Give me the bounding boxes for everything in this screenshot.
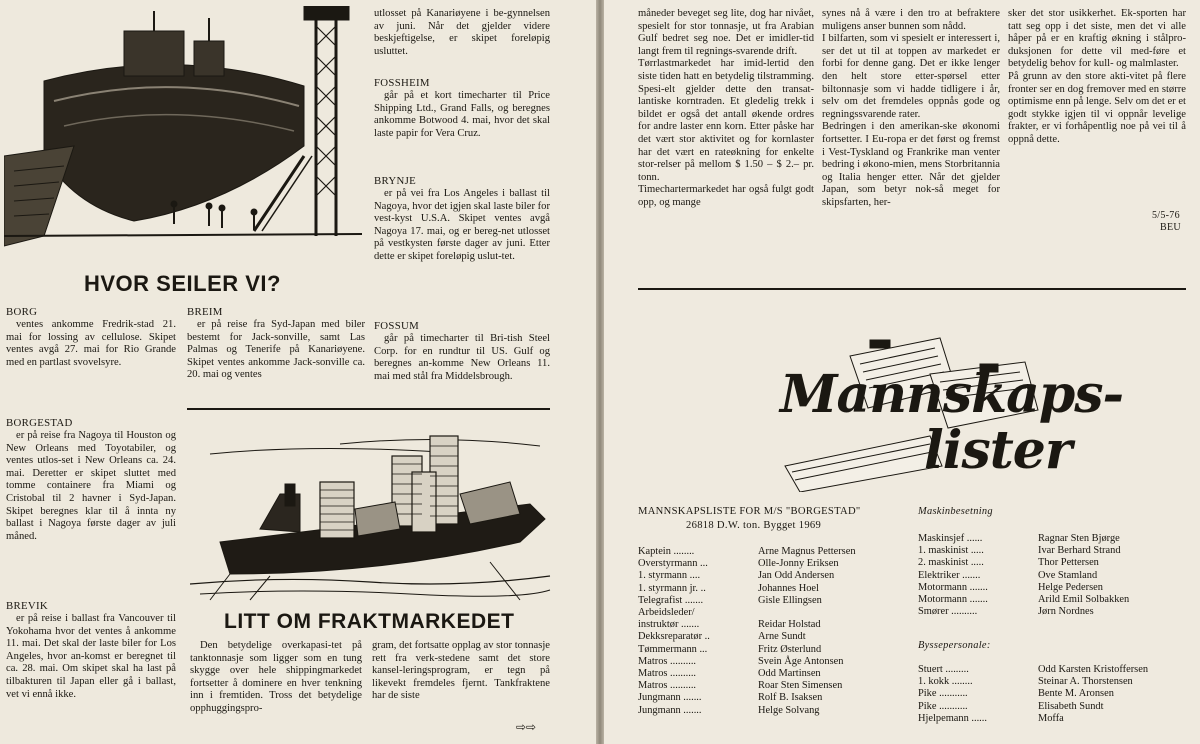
crew-row: Stuert ......... Odd Karsten Kristoffersen <box>918 664 1149 675</box>
crew-row: Motormann ....... Arild Emil Solbakken <box>918 594 1130 606</box>
deck-crew-list <box>638 546 898 717</box>
section-rule-right <box>638 288 1186 290</box>
shipyard-illustration <box>4 6 362 248</box>
continue-arrows-icon: ⇨⇨ <box>516 720 537 734</box>
ship-text-borg: ventes ankomme Fredrik-stad 21. mai for lossing av cellulose. Skipet ventes avgå 27. mai for Rio Grande med en partlast svovelsyre. <box>6 319 176 368</box>
crew-row: Matros .......... Svein Åge Antonsen <box>638 655 844 667</box>
page-gutter <box>596 0 604 744</box>
engine-crew-list <box>918 533 1188 618</box>
crew-row: Motormann ....... Helge Pedersen <box>918 581 1103 593</box>
crew-row: Pike ........... Elisabeth Sundt <box>918 700 1104 712</box>
ship-head-brynje: BRYNJE <box>374 175 416 187</box>
ship-text-breim: er på reise fra Syd-Japan med biler bestemt for Jack-sonville, samt Las Palmas og Tenerife på Kanariøyene. Skipet ventes ankomme Jack-sonville ca. 20. mai og ventes <box>187 319 365 381</box>
cargo-ship-illustration <box>190 424 552 602</box>
ship-text-borgestad: er på reise fra Nagoya til Houston og New Orleans med Toyotabiler, og ventes utlos-set i New Orleans ca. 24. mai. Deretter er skipet sluttet med tomme containere fra Miami og Cristobal til 2 havner i Syd-Japan. Skipet beregnes klar til å innta ny ballast i Nagoya første dager av juli måned. <box>6 430 176 542</box>
article-signature: BEU <box>1160 222 1181 233</box>
crew-row: Jungmann ....... Helge Solvang <box>638 704 820 716</box>
right-page <box>604 0 1200 744</box>
crew-row: Kaptein ........ Arne Magnus Pettersen <box>638 546 856 557</box>
crew-row: Elektriker ....... Ove Stamland <box>918 569 1098 581</box>
crew-row: Smører .......... Jørn Nordnes <box>918 606 1094 618</box>
ship-head-borg: BORG <box>6 306 38 318</box>
ship-head-brevik: BREVIK <box>6 600 48 612</box>
market-col3: sker det stor usikkerhet. Ek-sporten har tatt seg opp i det siste, men det vi alle håper på er en kraftig økning i stålpro-duksjonen for dette vil med-føre et betydelig behov for kull- og malmlaster. På grunn av den store akti-vitet på flere fronter ser en dog fremover med en større optimisme enn på lenge. Selv om det er et godt stykke igjen til vi oppnår levelige frakter, er vi forhåpentlig noe på vei til å oppnå dette. <box>1008 8 1186 145</box>
crew-row: Jungmann ....... Rolf B. Isaksen <box>638 692 823 704</box>
crew-row: 1. kokk ........ Steinar A. Thorstensen <box>918 676 1133 688</box>
market-col1: måneder beveget seg lite, dog har nivået, spesielt for stor tonnasje, ut fra Arabian Gulf bedret seg noe. Det er imidler-tid langt frem til regnings-svarende drift. Tørrlastmarkedet har imid-lertid den siste tiden hatt en betydelig tilstramming. Spesi-elt gjelder dette den transat-lantiske korntraden. Et gledelig trekk i bildet er også det antall økende ordres for andre laster enn korn. Etter påske har det vært stor aktivitet og for kornlaster har det vært en rateøkning for enkelte stor-relser på mellom $ 1.50 – $ 2.– pr. tonn. Timechartermarkedet har også fulgt godt opp, og mange <box>638 8 814 208</box>
galley-crew-list <box>918 664 1188 725</box>
hvor-seiler-title: HVOR SEILER VI? <box>84 271 281 296</box>
crew-row: 1. styrmann jr. .. Johannes Hoel <box>638 582 819 594</box>
crew-row: Arbeidsleder/ <box>638 607 695 619</box>
crew-row: instruktør ....... Reidar Holstad <box>638 619 821 631</box>
ship-text-fossheim: går på et kort timecharter til Price Shipping Ltd., Grand Falls, og beregnes ankomme Botwood 4. mai, hvor det skal laste papir for Vera Cruz. <box>374 90 550 139</box>
roster-title: MANNSKAPSLISTE FOR M/S "BORGESTAD" <box>638 506 861 517</box>
ship-text-fossum: går på timecharter til Bri-tish Steel Corp. for en rundtur til US. Gulf og beregnes an-komme New Orleans 11. mai med stål fra Middelsbrough. <box>374 333 550 382</box>
roster-subtitle: 26818 D.W. ton. Bygget 1969 <box>686 520 822 531</box>
crew-row: Pike ........... Bente M. Aronsen <box>918 688 1114 700</box>
crew-row: Matros .......... Odd Martinsen <box>638 668 821 680</box>
article-date: 5/5-76 <box>1152 210 1180 221</box>
left-page <box>0 0 596 744</box>
crew-row: 2. maskinist ..... Thor Pettersen <box>918 557 1099 569</box>
crew-row: Tømmermann ... Fritz Østerlund <box>638 643 822 655</box>
ship-head-borgestad: BORGESTAD <box>6 417 73 429</box>
ship-text-breim-cont: utlosset på Kanariøyene i be-gynnelsen av juni. Når det gjelder videre beskjeftigelse, er skipet foreløpig usluttet. <box>374 8 550 57</box>
bysse-label: Byssepersonale: <box>918 640 991 651</box>
mannskaps-title-line2: lister <box>924 420 1072 481</box>
crew-row: Hjelpemann ...... Moffa <box>918 712 1064 724</box>
ship-text-brevik: er på reise i ballast fra Vancouver til Yokohama hvor det ventes å ankomme 11. mai. Det skal der laste biler for Los Angeles, hvor an-komst er beregnet til ca. 28. mai. Om skipet skal ha last på tilbakturen til Japan eller gå i ballast, vet vi ennå ikke. <box>6 613 176 700</box>
mannskaps-title-line1: Mannskaps- <box>780 364 1124 425</box>
market-col2: synes nå å være i den tro at befraktere muligens anser bunnen som nådd. I bilfarten, som vi spesielt er interessert i, ser det ut til at toppen av markedet er forbi for denne gang. Det er ikke lenger den helt store etter-spørsel etter biltonnasje som vi hadde tidligere i år, selv om det fremdeles oppnås gode og regningssvarende rater. Bedringen i den amerikan-ske økonomi fortsetter. I Eu-ropa er det først og fremst i Vest-Tyskland og Frankrike man venter bedring i økono-mien, mens Storbritannia og Italia henger etter. Når det gjelder Japan, som betyr nok-så meget for skipsfarten, her- <box>822 8 1000 208</box>
litt-om-title: LITT OM FRAKTMARKEDET <box>224 610 515 633</box>
section-rule <box>187 408 550 410</box>
frakt-col1: Den betydelige overkapasi-tet på tanktonnasje som ligger som en tung skygge over hele shippingmarkedet fortsetter å dominere en hver tenkning inn i fremtiden. Tross det betydelige opphuggingspro- <box>190 640 362 714</box>
crew-row: 1. maskinist ..... Ivar Berhard Strand <box>918 545 1121 557</box>
crew-row: Overstyrmann ... Olle-Jonny Eriksen <box>638 558 839 570</box>
crew-row: Dekksreparatør .. Arne Sundt <box>638 631 806 643</box>
crew-row: 1. styrmann .... Jan Odd Andersen <box>638 570 835 582</box>
crew-row: Telegrafist ....... Gisle Ellingsen <box>638 594 822 606</box>
crew-row: Maskinsjef ...... Ragnar Sten Bjørge <box>918 533 1120 544</box>
ship-text-brynje: er på vei fra Los Angeles i ballast til Nagoya, hvor det igjen skal laste biler for vest-kyst U.S.A. Skipet ventes avgå Nagoya 17. mai, og er bereg-net utlosset på vestkysten første dager av juni. Etter dette er skipet foreløpig uslut-tet. <box>374 188 550 262</box>
frakt-col2: gram, det fortsatte opplag av stor tonnasje rett fra verk-stedene samt det store kansel-leringsprogram, er tegn på likevekt fremdeles fjernt. Tankfraktene har de siste <box>372 640 550 702</box>
ship-head-fossheim: FOSSHEIM <box>374 77 430 89</box>
crew-row: Matros .......... Roar Sten Simensen <box>638 680 843 692</box>
maskin-label: Maskinbesetning <box>918 506 993 517</box>
ship-head-breim: BREIM <box>187 306 223 318</box>
ship-head-fossum: FOSSUM <box>374 320 420 332</box>
